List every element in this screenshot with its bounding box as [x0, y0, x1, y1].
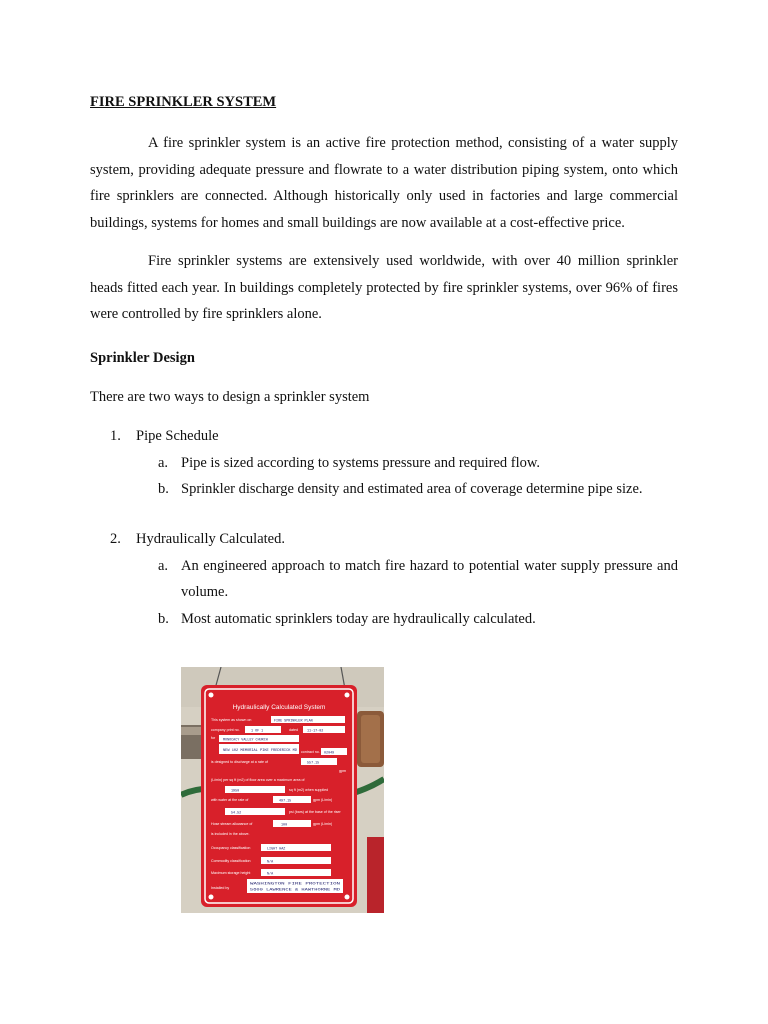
- screw-icon: [209, 895, 214, 900]
- document-title: FIRE SPRINKLER SYSTEM: [90, 94, 277, 110]
- sign-value: N/A: [267, 860, 274, 865]
- sign-value: FIRE SPRINKLER PLAN: [274, 719, 313, 724]
- sign-line: contract no.: [301, 750, 320, 754]
- sign-line: is designed to discharge at a rate of: [211, 760, 268, 764]
- sign-value: 100: [281, 823, 288, 828]
- sub-text: Most automatic sprinklers today are hydraulically calculated.: [181, 610, 536, 627]
- sign-value: MONOCACY VALLEY CHURCH: [223, 738, 268, 743]
- list-item-pipe-schedule: [110, 426, 678, 446]
- sign-value: 5600 LAWRENCE & HAWTHORNE MD: [250, 888, 340, 893]
- sign-line: for: [211, 736, 216, 740]
- sign-line: gpm: [339, 769, 346, 773]
- sign-line: Commodity classification: [211, 859, 251, 863]
- intro-paragraph: A fire sprinkler system is an active fire protection method, consisting of a water supply system, providing adequate pressure and flowrate to a water distribution piping system, onto which fire sprinklers are connected. Although historically only used in factories and large commercial buildings, systems for homes and small buildings are now available at a cost-effective price.: [90, 135, 678, 231]
- sign-value: 497.15: [279, 799, 292, 804]
- sub-item: [158, 476, 678, 503]
- screw-icon: [345, 895, 350, 900]
- sub-text: Pipe is sized according to systems pressure and required flow.: [181, 454, 541, 471]
- pipe-fitting-highlight: [361, 715, 380, 763]
- sign-line: Occupancy classification: [211, 846, 251, 850]
- design-intro-text: There are two ways to design a sprinkler system: [90, 388, 370, 405]
- sign-line: (L/min) per sq ft (m2) of floor area over a maximum area of: [211, 778, 305, 782]
- hydraulic-sign-photo: [181, 667, 384, 913]
- sub-letter: a.: [158, 454, 169, 471]
- sign-line: Installed by: [211, 886, 230, 890]
- red-box: [367, 837, 384, 913]
- sign-title: Hydraulically Calculated System: [232, 704, 326, 711]
- sub-letter: b.: [158, 610, 169, 627]
- sign-line: Hose stream allowance of: [211, 822, 253, 826]
- sign-value: 54.52: [231, 811, 242, 816]
- sub-item: [158, 553, 678, 606]
- list-label: Hydraulically Calculated.: [136, 530, 285, 547]
- sign-line: with water at the rate of: [211, 798, 249, 802]
- list-number: 1.: [110, 427, 121, 444]
- document-page: [90, 92, 678, 632]
- sign-value: N/A: [267, 872, 274, 877]
- sign-line: is included in the above.: [211, 832, 250, 836]
- sign-line: dated: [289, 728, 298, 732]
- sign-value: LIGHT HAZ: [267, 847, 286, 852]
- list-number: 2.: [110, 530, 121, 547]
- sign-line: This system as shown on: [211, 718, 252, 722]
- sign-value: 11-17-02: [307, 729, 324, 734]
- list-item-hydraulically-calculated: [110, 529, 678, 549]
- screw-icon: [345, 693, 350, 698]
- sub-text: An engineered approach to match fire hazard to potential water supply pressure and volume.: [181, 557, 678, 600]
- sub-letter: b.: [158, 481, 169, 497]
- sign-value: 1950: [231, 789, 240, 794]
- sign-field: [273, 820, 311, 827]
- sign-photo-svg: [181, 667, 384, 913]
- sub-item: [158, 606, 678, 633]
- sign-line: company print no.: [211, 728, 240, 732]
- sign-value: WASHINGTON FIRE PROTECTION: [250, 882, 340, 887]
- sign-value: 1 OF 1: [251, 729, 264, 734]
- statistics-paragraph: Fire sprinkler systems are extensively used worldwide, with over 40 million sprinkler heads fitted each year. In buildings completely protected by fire sprinkler systems, over 96% of fires were controlled by fire sprinklers alone.: [90, 253, 678, 322]
- sign-value: 557.15: [307, 761, 320, 766]
- sign-line: Maximum storage height: [211, 871, 251, 875]
- screw-icon: [209, 693, 214, 698]
- sub-letter: a.: [158, 557, 169, 574]
- section-heading: Sprinkler Design: [90, 349, 195, 366]
- sub-item: [158, 450, 678, 477]
- sign-line: gpm (L/min): [313, 798, 333, 802]
- sub-text: Sprinkler discharge density and estimated area of coverage determine pipe size.: [181, 481, 643, 497]
- sign-line: sq ft (m2) when supplied: [289, 788, 329, 792]
- sign-value: NEW 102 MEMORIAL PIKE FREDERICK MD: [223, 749, 297, 753]
- list-label: Pipe Schedule: [136, 427, 219, 444]
- sign-value: 02049: [324, 751, 335, 756]
- sign-line: gpm (L/min): [313, 822, 333, 826]
- sign-line: psi (bars) at the base of the riser: [289, 810, 341, 814]
